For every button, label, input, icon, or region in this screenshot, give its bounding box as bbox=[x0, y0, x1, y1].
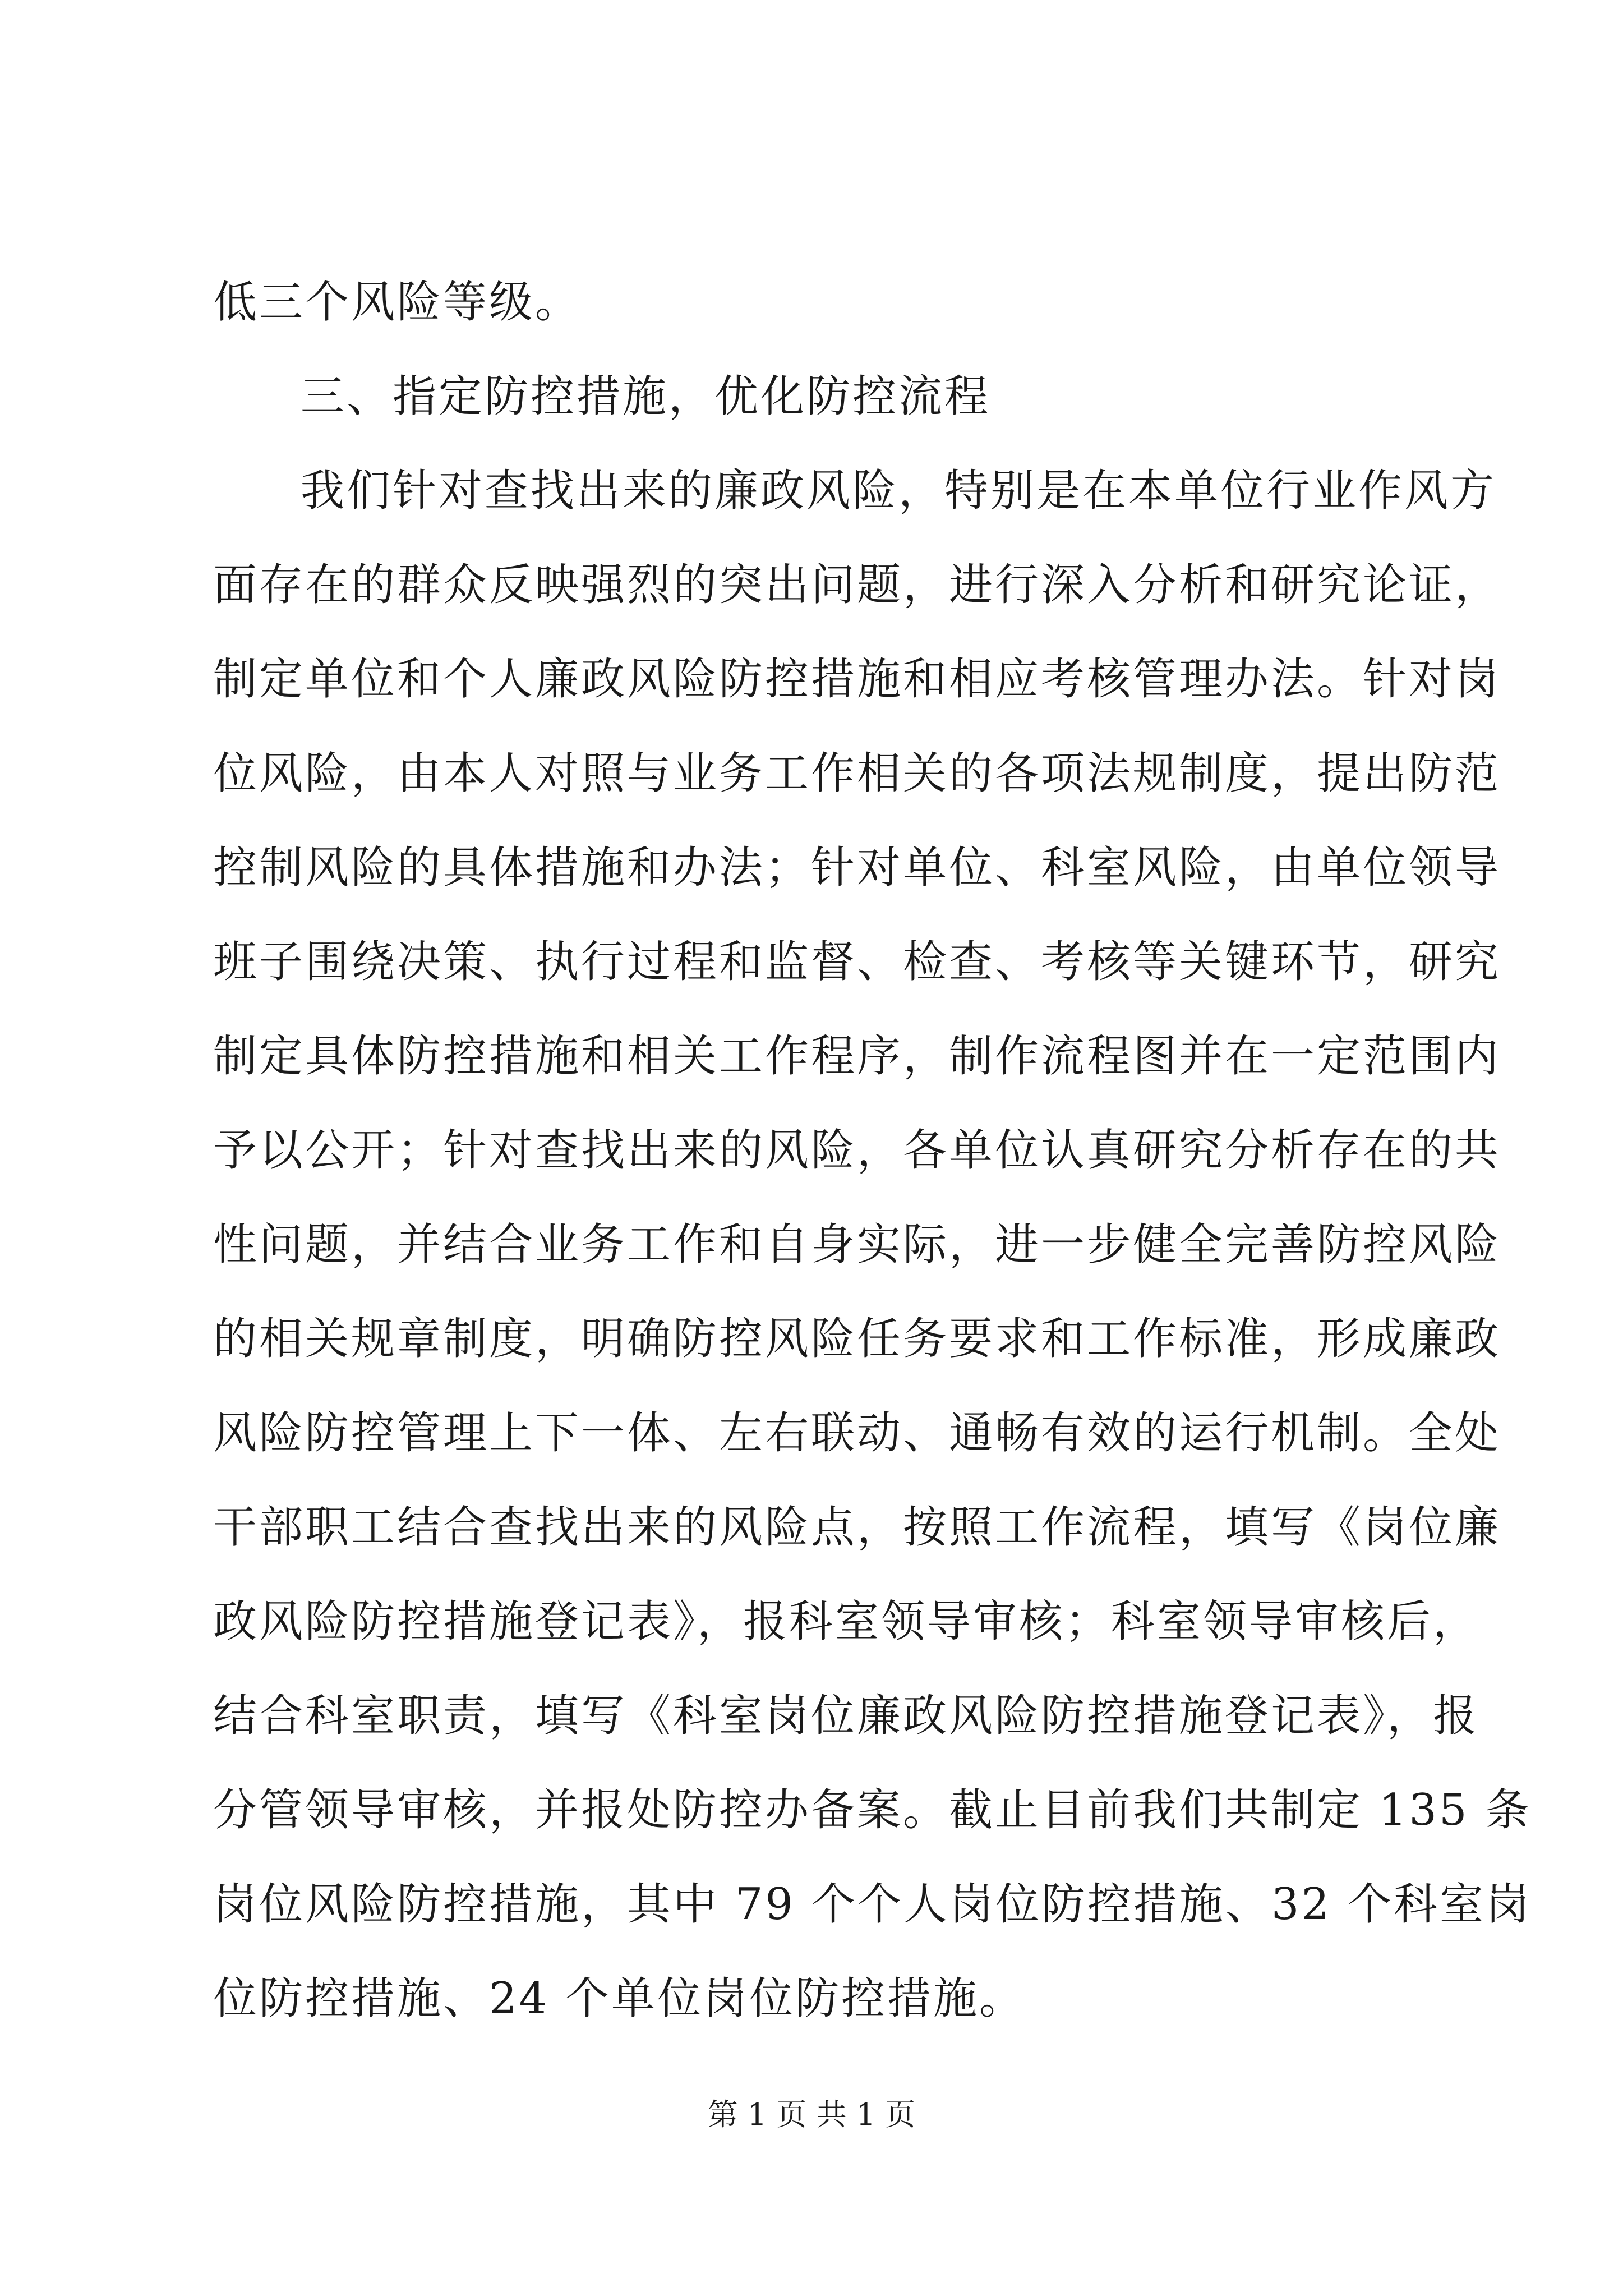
text-line: 结合科室职责，填写《科室岗位廉政风险防控措施登记表》，报 bbox=[213, 1691, 1479, 1741]
text-line: 控制风险的具体措施和办法；针对单位、科室风险，由单位领导 bbox=[213, 843, 1501, 893]
text-line: 干部职工结合查找出来的风险点，按照工作流程，填写《岗位廉 bbox=[213, 1502, 1501, 1553]
text-line: 位防控措施、24 个单位岗位防控措施。 bbox=[213, 1973, 1026, 2024]
text-line: 分管领导审核，并报处防控办备案。截止目前我们共制定 135 条 bbox=[213, 1785, 1532, 1835]
text-line: 政风险防控措施登记表》，报科室领导审核；科室领导审核后， bbox=[213, 1596, 1479, 1647]
text-line: 班子围绕决策、执行过程和监督、检查、考核等关键环节，研究 bbox=[213, 937, 1501, 987]
text-line: 的相关规章制度，明确防控风险任务要求和工作标准，形成廉政 bbox=[213, 1314, 1501, 1364]
text-line: 低三个风险等级。 bbox=[213, 277, 582, 328]
document-body bbox=[213, 255, 1532, 2046]
text-line: 予以公开；针对查找出来的风险，各单位认真研究分析存在的共 bbox=[213, 1125, 1501, 1176]
text-line: 制定单位和个人廉政风险防控措施和相应考核管理办法。针对岗 bbox=[213, 654, 1501, 705]
page-number-footer: 第 1 页 共 1 页 bbox=[707, 2097, 916, 2132]
text-line: 性问题，并结合业务工作和自身实际，进一步健全完善防控风险 bbox=[213, 1220, 1501, 1270]
section-heading: 三、指定防控措施，优化防控流程 bbox=[301, 371, 991, 422]
text-line: 我们针对查找出来的廉政风险，特别是在本单位行业作风方 bbox=[301, 466, 1497, 516]
text-line: 风险防控管理上下一体、左右联动、通畅有效的运行机制。全处 bbox=[213, 1408, 1501, 1458]
text-line: 位风险，由本人对照与业务工作相关的各项法规制度，提出防范 bbox=[213, 748, 1501, 799]
text-line: 制定具体防控措施和相关工作程序，制作流程图并在一定范围内 bbox=[213, 1031, 1501, 1082]
text-line: 岗位风险防控措施，其中 79 个个人岗位防控措施、32 个科室岗 bbox=[213, 1879, 1532, 1930]
text-line: 面存在的群众反映强烈的突出问题，进行深入分析和研究论证， bbox=[213, 560, 1501, 610]
